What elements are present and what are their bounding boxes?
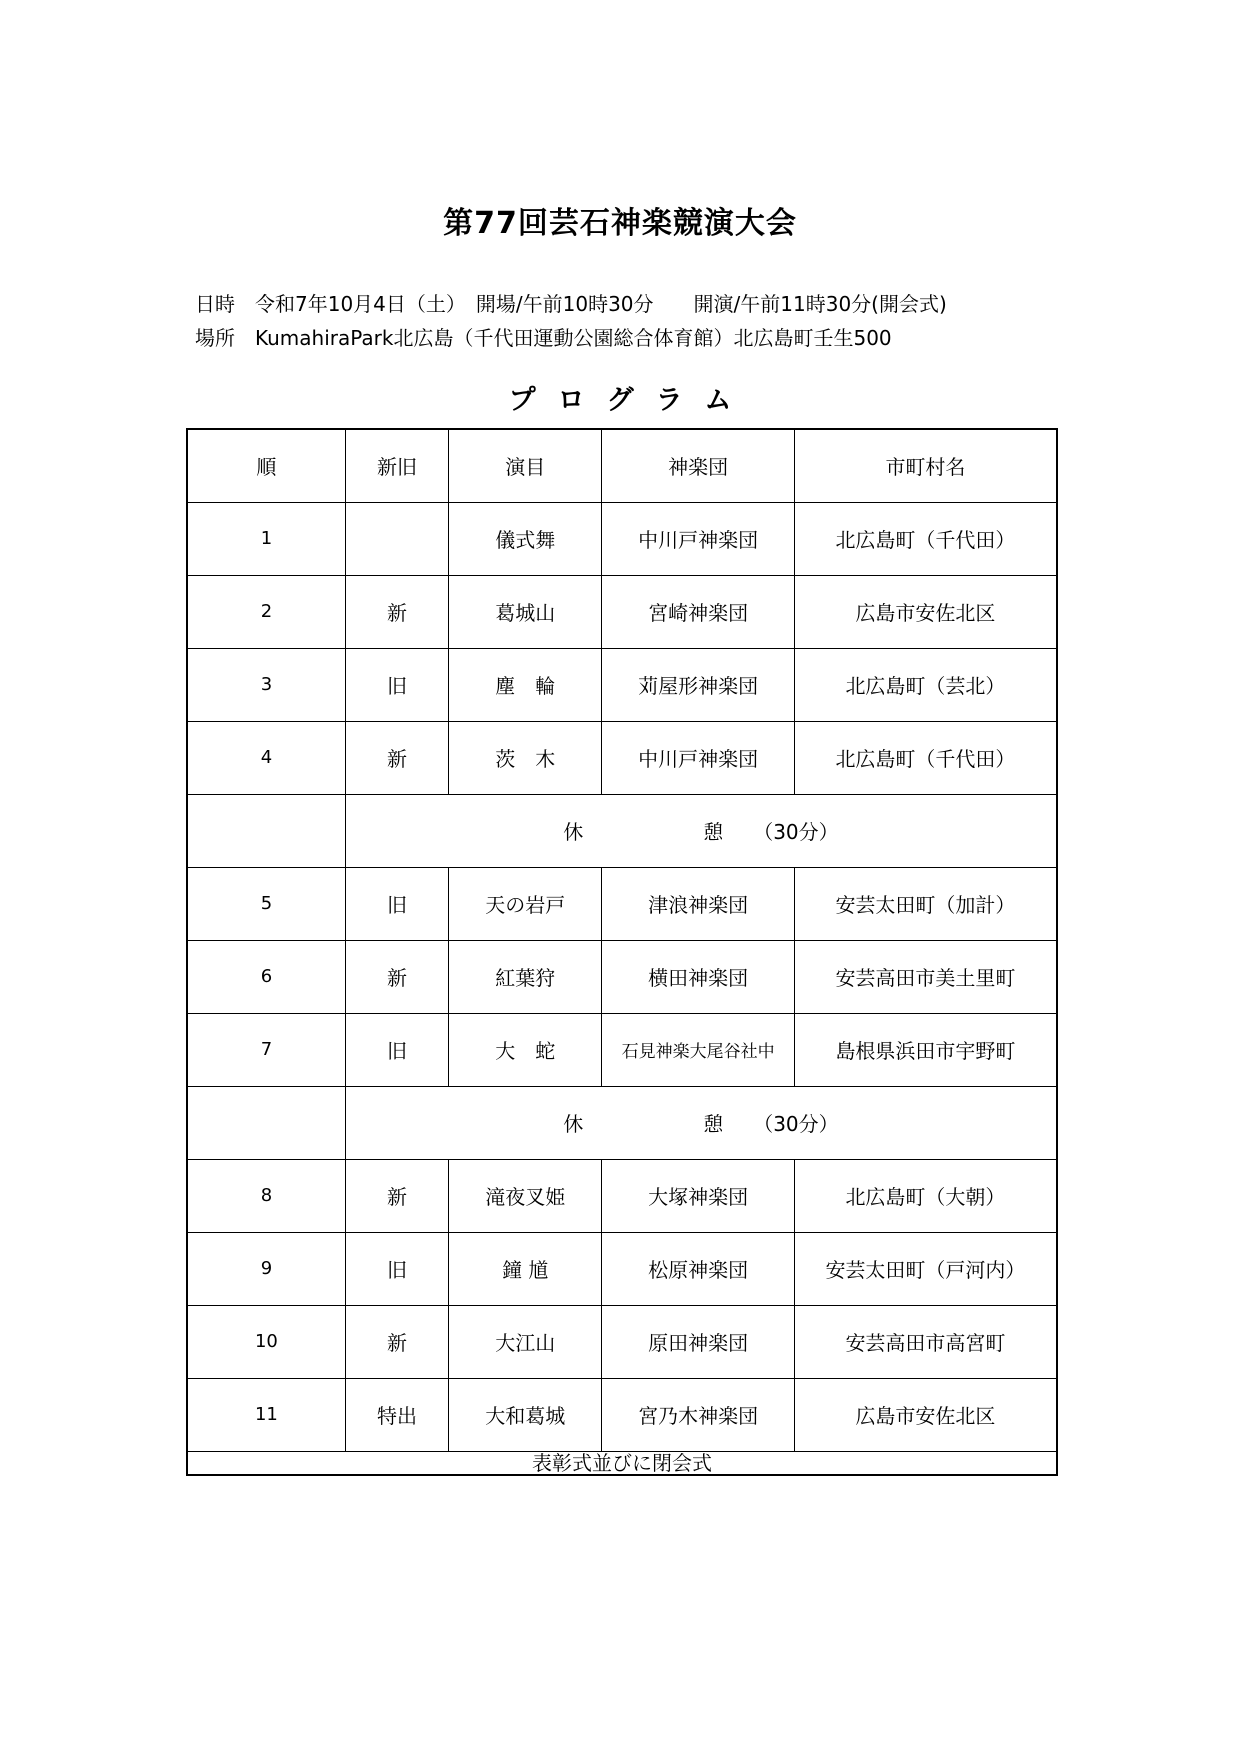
row-city: 北広島町（芸北） [794, 648, 1057, 721]
row-order: 7 [187, 1013, 345, 1086]
row-type: 新 [345, 940, 448, 1013]
row-title: 紅葉狩 [449, 940, 602, 1013]
row-city: 北広島町（千代田） [794, 502, 1057, 575]
table-row [187, 867, 1057, 940]
break-label: 休 憩 （30分） [345, 1086, 1057, 1159]
row-title: 葛城山 [449, 575, 602, 648]
row-title: 大 蛇 [449, 1013, 602, 1086]
row-city: 北広島町（大朝） [794, 1159, 1057, 1232]
row-order: 10 [187, 1305, 345, 1378]
column-header-troupe: 神楽団 [602, 429, 794, 502]
row-title: 大江山 [449, 1305, 602, 1378]
row-order: 8 [187, 1159, 345, 1232]
row-title: 鐘 馗 [449, 1232, 602, 1305]
closing-ceremony-row [187, 1451, 1057, 1475]
row-troupe: 苅屋形神楽団 [602, 648, 794, 721]
row-title: 天の岩戸 [449, 867, 602, 940]
program-table [186, 428, 1058, 1476]
row-title: 滝夜叉姫 [449, 1159, 602, 1232]
row-order: 3 [187, 648, 345, 721]
table-row [187, 648, 1057, 721]
row-city: 広島市安佐北区 [794, 575, 1057, 648]
row-troupe: 石見神楽大尾谷社中 [602, 1013, 794, 1086]
event-date-line: 日時 令和7年10月4日（土） 開場/午前10時30分 開演/午前11時30分(開会式) [195, 292, 947, 316]
row-troupe: 宮崎神楽団 [602, 575, 794, 648]
row-city: 安芸高田市美土里町 [794, 940, 1057, 1013]
table-row [187, 1305, 1057, 1378]
column-header-type: 新旧 [345, 429, 448, 502]
row-troupe: 津浪神楽団 [602, 867, 794, 940]
row-order: 2 [187, 575, 345, 648]
row-type: 新 [345, 575, 448, 648]
break-row [187, 794, 1057, 867]
row-troupe: 大塚神楽団 [602, 1159, 794, 1232]
row-type: 旧 [345, 648, 448, 721]
program-heading: プログラム [508, 385, 754, 416]
row-order: 6 [187, 940, 345, 1013]
table-row [187, 721, 1057, 794]
table-row [187, 502, 1057, 575]
table-header-row [187, 429, 1057, 502]
row-title: 儀式舞 [449, 502, 602, 575]
column-header-city: 市町村名 [794, 429, 1057, 502]
row-type: 新 [345, 1159, 448, 1232]
break-order-empty [187, 794, 345, 867]
row-order: 9 [187, 1232, 345, 1305]
break-order-empty [187, 1086, 345, 1159]
break-label: 休 憩 （30分） [345, 794, 1057, 867]
row-title: 大和葛城 [449, 1378, 602, 1451]
row-order: 5 [187, 867, 345, 940]
row-city: 安芸太田町（戸河内） [794, 1232, 1057, 1305]
row-type: 新 [345, 721, 448, 794]
row-city: 北広島町（千代田） [794, 721, 1057, 794]
row-city: 安芸高田市高宮町 [794, 1305, 1057, 1378]
row-troupe: 横田神楽団 [602, 940, 794, 1013]
event-place-line: 場所 KumahiraPark北広島（千代田運動公園総合体育館）北広島町壬生500 [195, 326, 892, 350]
row-type: 旧 [345, 867, 448, 940]
row-order: 1 [187, 502, 345, 575]
table-row [187, 1159, 1057, 1232]
row-title: 茨 木 [449, 721, 602, 794]
row-order: 11 [187, 1378, 345, 1451]
table-row [187, 1013, 1057, 1086]
row-troupe: 中川戸神楽団 [602, 502, 794, 575]
row-type: 旧 [345, 1013, 448, 1086]
row-city: 島根県浜田市宇野町 [794, 1013, 1057, 1086]
table-row [187, 940, 1057, 1013]
table-row [187, 1378, 1057, 1451]
row-type [345, 502, 448, 575]
row-city: 安芸太田町（加計） [794, 867, 1057, 940]
break-row [187, 1086, 1057, 1159]
page-title: 第77回芸石神楽競演大会 [443, 206, 797, 241]
row-order: 4 [187, 721, 345, 794]
row-type: 特出 [345, 1378, 448, 1451]
column-header-title: 演目 [449, 429, 602, 502]
row-type: 旧 [345, 1232, 448, 1305]
closing-ceremony-label: 表彰式並びに閉会式 [187, 1451, 1057, 1475]
row-title: 塵 輪 [449, 648, 602, 721]
row-type: 新 [345, 1305, 448, 1378]
row-city: 広島市安佐北区 [794, 1378, 1057, 1451]
table-row [187, 1232, 1057, 1305]
row-troupe: 原田神楽団 [602, 1305, 794, 1378]
row-troupe: 松原神楽団 [602, 1232, 794, 1305]
row-troupe: 宮乃木神楽団 [602, 1378, 794, 1451]
column-header-order: 順 [187, 429, 345, 502]
row-troupe: 中川戸神楽団 [602, 721, 794, 794]
table-row [187, 575, 1057, 648]
